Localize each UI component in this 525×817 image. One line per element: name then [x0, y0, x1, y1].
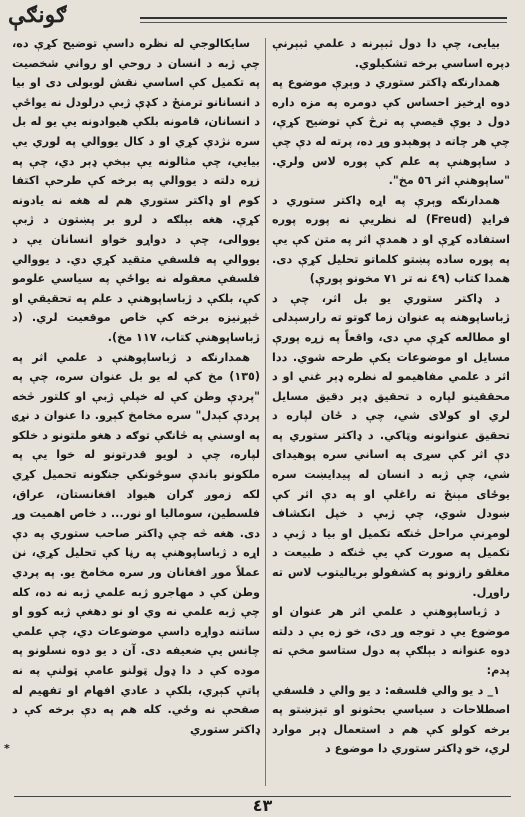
paragraph: سایکالوجي له نظره داسې توضیح کړې ده، چې ژبه د انسان د روحي او رواني شخصیت په تکمیل کې اساسي نقش لوبولی دی او بیا د انسانانو ترمنځ د کډې ژبې درلودل نه یواځې د انسانان، قامونه بلکې هیوادونه یې یو له بل سره نژدې کړي او د کال یووالي په لوري یې بیایي، چې مثالونه یې بېخې ډېر دي، چې په زړه دلته د یووالي په برخه کې طرحې اکتفا کوم او ډاکتر ستوري هم له هغه نه یادونه کړې. هغه بېلګه د لرو بر پښتون د ژبې یووالی، چې د دواړو خواو انسانان یې د یووالي په فلسفي متقید کړي دي. د یووالي فلسفې معقوله نه یواځې په سیاسي علومو کې، بلکې د ژباساپوهنې د علم په تحقیقي او څېړنیزه برخه کې خاص موقعیت لري. (د ژباساپوهنې کتاب، ١١٧ مخ). — [12, 37, 260, 344]
paragraph: همدارنګه ډاکتر ستوري د وېږې موضوع په دوه اړخیز احساس کې دومره په مزه داره دول د یوې قیصې په ترڅ کې توضیح کړې، چې هر چاته د پوهېدو وړ ده، پرته له دې چې د ساپوهنې په علم کې پوره لاس ولري. "ساپوهنې اثر ٥٦ مخ". — [272, 76, 510, 188]
page-header — [0, 0, 525, 30]
paragraph: همدارنګه د ژباساپوهنې د علمي اثر په (١٣٥) مخ کې له یو بل عنوان سره، چې په "پردې وطن کې له خپلې ژبې او کلتور څخه پردې کېدل" سره مخامخ کېږو. دا عنوان د نړۍ په اوسني په څانګې توګه د هغو ملتونو د خلکو لپاره، چې د لویو قدرتونو له خوا یې په ملکونو باندې سوځونکي جنګونه تحمیل کړي لکه زموږ ګران هیواد افغانستان، عراق، فلسطین، سومالیا او نور... د خاص اهمیت وړ دی. هغه څه چې ډاکتر صاحب ستوري په دې اړه د ژباساپوهنې په رڼا کې تحلیل کړي، نن عملاً موږ افغانان ور سره مخامخ یو. په پردي وطن کې د مهاجرو ژبه علمي ژبه نه ده، کله چې ژبه علمي نه وي او نو دهغې ژبه کوو او ساتنه دواړه داسې موضوعات دي، چې علمي چانس یې ضعیفه دی. آن د یو دوه نسلونو په موده کې د دا ډول ټولنو عامې ټولنې په نه پاتې کېږي، بلکې د عادي افهام او تفهیم له صفحې نه وځي. کله هم په دې برخه کې د ډاکتر ستوري — [12, 350, 260, 736]
page-number: ٤٣ — [252, 796, 273, 815]
paragraph: د ډاکتر ستوري یو بل اثر، چې د ژباساپوهنه په عنوان زما ګوتو ته رارسېدلی او مطالعه کړې مې دی، واقعاً په زړه پورې مسایل او موضوعات یکې طرحه شوي. ددا اثر د علمي مفاهیمو له نظره ډېر غني او د محققینو لپاره د تحقیق ډېر دقیق مسایل لري او کولای شي، چې د ځان لپاره د تحقیق عنوانونه وټاکي. د ډاکتر ستوري په دې اثر کې سړی په اساني سره پوهیدای شي، چې ژبه د انسان له پیدایښت سره یوځای مېنځ ته راغلې او په دې اثر کې ښودل شوي، چې ژبې د خپل انکشاف لومړنې مراحل څنګه تکمیل او بیا د ژبې د تکمیل په صورت کې یې څنګه د طبیعت د مغلقو رازونو په کشفولو بریالیتوب لاس ته راوړل. — [272, 291, 510, 599]
paragraph: ۱_ د یو والي فلسفه: د یو والي د فلسفي اصطلاحات د سیاسي بحثونو او تېزښتو په برخه کولو کې هم د استعمال ډېر موارد لري، خو ډاکتر ستوري دا موضوع د — [272, 683, 510, 756]
left-column — [12, 34, 260, 790]
header-rule — [140, 17, 507, 19]
paragraph: بیایی، چې دا دول ثبېرنه د علمي ثبېرنې دپره اساسي برخه تشکیلوي. — [272, 37, 510, 70]
journal-title: ګونګې — [8, 2, 67, 28]
header-rule-thin — [140, 22, 507, 23]
footnote-mark: * — [4, 742, 10, 755]
column-divider — [265, 38, 266, 786]
paragraph: همدارنګه وېرې په اړه ډاکتر ستوري د فرایډ (Freud) له نظریې نه پوره پوره استفاده کړې او د همدې اثر په متن کې یې په پوره ساده پښتو کلماتو تحلیل کړې دی. همدا کتاب (٤٩ نه تر ٧١ مخونو پورې) — [272, 193, 510, 286]
paragraph: د ژباساپوهنې د علمي اثر هر عنوان او موضوع یې د توجه وړ دی، خو زه یې د دلته دوه عنوانه د بېلګې په دول ستاسو مخې ته پدم: — [272, 605, 510, 677]
right-column — [272, 34, 510, 790]
